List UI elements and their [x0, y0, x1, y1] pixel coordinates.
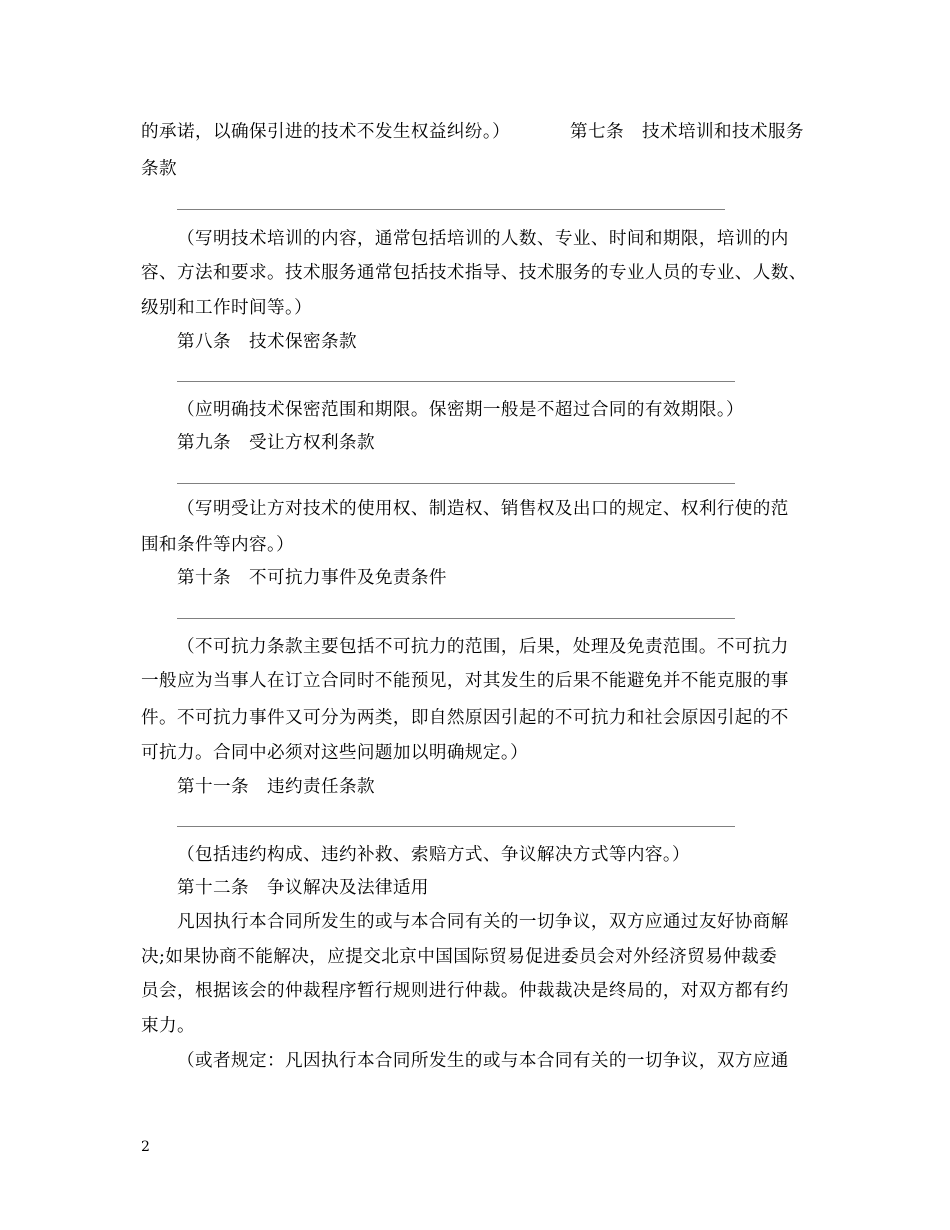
text-line: 件。不可抗力事件又可分为两类，即自然原因引起的不可抗力和社会原因引起的不 — [141, 708, 789, 728]
text-line: （包括违约构成、违约补救、索赔方式、争议解决方式等内容。） — [177, 845, 691, 865]
text-line: 容、方法和要求。技术服务通常包括技术指导、技术服务的专业人员的专业、人数、 — [141, 263, 807, 283]
text-line: 员会，根据该会的仲裁程序暂行规则进行仲裁。仲裁裁决是终局的，对双方都有约 — [141, 981, 789, 1001]
text-line: （写明技术培训的内容，通常包括培训的人数、专业、时间和期限，培训的内 — [177, 229, 789, 249]
clause-heading: 第十二条 争议解决及法律适用 — [177, 878, 429, 898]
text-line: （写明受让方对技术的使用权、制造权、销售权及出口的规定、权利行使的范 — [177, 499, 789, 519]
text-line: 级别和工作时间等。） — [141, 298, 313, 318]
clause-heading: 第十条 不可抗力事件及免责条件 — [177, 568, 447, 588]
text-line: 决;如果协商不能解决，应提交北京中国国际贸易促进委员会对外经济贸易仲裁委 — [141, 947, 778, 967]
text-line: 的承诺，以确保引进的技术不发生权益纠纷。） — [141, 122, 511, 142]
clause-heading: 第八条 技术保密条款 — [177, 332, 357, 352]
fill-in-line — [177, 483, 735, 484]
clause-heading: 第七条 技术培训和技术服务 — [570, 122, 804, 142]
page-number: 2 — [141, 1139, 150, 1155]
clause-heading: 第九条 受让方权利条款 — [177, 433, 375, 453]
text-line: 可抗力。合同中必须对这些问题加以明确规定。） — [141, 743, 529, 763]
text-line: 围和条件等内容。） — [141, 535, 295, 555]
clause-heading: 第十一条 违约责任条款 — [177, 777, 375, 797]
fill-in-line — [177, 618, 735, 619]
text-line: （或者规定：凡因执行本合同所发生的或与本合同有关的一切争议，双方应通 — [177, 1051, 789, 1071]
text-line: 束力。 — [141, 1016, 195, 1036]
text-line: （应明确技术保密范围和期限。保密期一般是不超过合同的有效期限。） — [177, 400, 745, 420]
text-line: 凡因执行本合同所发生的或与本合同有关的一切争议，双方应通过友好协商解 — [177, 912, 789, 932]
text-line: 条款 — [141, 159, 177, 179]
text-line: （不可抗力条款主要包括不可抗力的范围，后果，处理及免责范围。不可抗力 — [177, 637, 789, 657]
fill-in-line — [177, 826, 735, 827]
fill-in-line — [177, 381, 735, 382]
text-line: 一般应为当事人在订立合同时不能预见，对其发生的后果不能避免并不能克服的事 — [141, 671, 789, 691]
fill-in-line — [177, 209, 725, 210]
